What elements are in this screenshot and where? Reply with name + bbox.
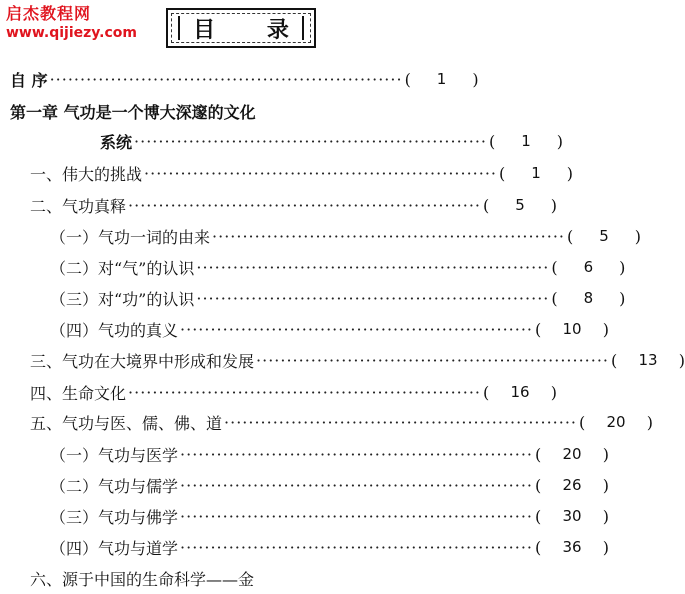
page-ref: ( 10 ) bbox=[535, 319, 609, 339]
toc-entry-label: 六、源于中国的生命科学——金 bbox=[30, 569, 255, 589]
toc-entry-label: 自 序 bbox=[10, 70, 48, 90]
watermark bbox=[6, 4, 156, 42]
leader-dots: ·························································· bbox=[196, 288, 550, 308]
toc-entry[interactable] bbox=[0, 407, 653, 437]
toc-entry bbox=[0, 563, 484, 593]
page-ref: ( 36 ) bbox=[535, 537, 609, 557]
leader-dots: ·························································· bbox=[128, 382, 481, 402]
toc-entry-label: （一）气功一词的由来 bbox=[50, 227, 211, 247]
leader-dots: ·························································· bbox=[196, 257, 550, 277]
toc-entry-page: 1 bbox=[531, 163, 541, 182]
page-ref: ( 1 ) bbox=[404, 69, 479, 89]
toc-entry[interactable] bbox=[0, 532, 609, 562]
toc-entry-label: 五、气功与医、儒、佛、道 bbox=[30, 413, 223, 433]
toc-entry-page: 5 bbox=[515, 195, 525, 214]
leader-dots: ·························································· bbox=[144, 163, 497, 183]
toc-entry[interactable] bbox=[0, 501, 609, 531]
toc-entry[interactable] bbox=[0, 345, 685, 375]
toc-entry[interactable] bbox=[0, 470, 609, 500]
leader-dots: ·························································· bbox=[212, 226, 565, 246]
page-ref: ( 16 ) bbox=[483, 382, 557, 402]
toc-entry-page: 1 bbox=[436, 69, 447, 88]
page-ref: ( 1 ) bbox=[499, 163, 573, 183]
leader-dots: ·························································· bbox=[128, 195, 481, 215]
toc-entry-label: （四）气功与道学 bbox=[50, 538, 179, 558]
toc-entry-page: 30 bbox=[562, 506, 582, 525]
toc-entry-page: 26 bbox=[562, 475, 582, 494]
leader-dots: ·························································· bbox=[180, 475, 533, 495]
toc-entry-label: （三）对“功”的认识 bbox=[50, 289, 195, 309]
toc-entry[interactable] bbox=[0, 158, 573, 188]
leader-dots: ·························································· bbox=[134, 131, 487, 151]
toc-entry-page: 10 bbox=[562, 319, 582, 338]
toc-entry[interactable] bbox=[0, 314, 609, 344]
leader-dots: ·························································· bbox=[224, 412, 577, 432]
toc-entry-page: 6 bbox=[583, 257, 594, 276]
toc-entry bbox=[0, 96, 484, 126]
toc-entry-page: 20 bbox=[562, 444, 582, 463]
toc-entry-label: 二、气功真释 bbox=[30, 196, 127, 216]
toc-entry-page: 8 bbox=[583, 288, 594, 307]
toc-entry-page: 1 bbox=[521, 131, 531, 150]
toc-entry-page: 5 bbox=[599, 226, 609, 245]
contents-heading: 目 录 bbox=[193, 17, 311, 43]
toc-entry-label: （一）气功与医学 bbox=[50, 445, 179, 465]
toc-entry-label: 第一章 气功是一个博大深邃的文化 bbox=[10, 102, 256, 122]
toc-entry[interactable] bbox=[0, 64, 484, 94]
watermark-url: www.qijiezy.com bbox=[6, 25, 137, 42]
toc-entry[interactable] bbox=[0, 190, 557, 220]
toc-entry[interactable] bbox=[0, 377, 557, 407]
page-ref: ( 5 ) bbox=[483, 195, 557, 215]
toc-entry-label: 三、气功在大境界中形成和发展 bbox=[30, 351, 255, 371]
toc-entry-label: （四）气功的真义 bbox=[50, 320, 179, 340]
toc-entry-page: 36 bbox=[562, 537, 582, 556]
toc-entry-page: 16 bbox=[510, 382, 530, 401]
toc-entry[interactable] bbox=[0, 283, 626, 313]
leader-dots: ·························································· bbox=[256, 350, 609, 370]
toc-entry-label: （二）气功与儒学 bbox=[50, 476, 179, 496]
page-ref: ( 1 ) bbox=[489, 131, 563, 151]
leader-dots: ·························································· bbox=[180, 319, 533, 339]
toc-entry[interactable] bbox=[0, 252, 626, 282]
page-ref: ( 20 ) bbox=[579, 412, 653, 432]
page-ref: ( 5 ) bbox=[567, 226, 641, 246]
leader-dots: ·························································· bbox=[49, 69, 403, 89]
contents-heading-frame bbox=[166, 8, 316, 48]
leader-dots: ·························································· bbox=[180, 506, 533, 526]
toc-entry-label: 四、生命文化 bbox=[30, 383, 127, 403]
watermark-site-name: 启杰教程网 bbox=[6, 4, 92, 23]
leader-dots: ·························································· bbox=[180, 444, 533, 464]
toc-entry-label: （三）气功与佛学 bbox=[50, 507, 179, 527]
toc-entry[interactable] bbox=[0, 126, 563, 156]
page-ref: ( 6 ) bbox=[551, 257, 626, 277]
toc-entry-page: 20 bbox=[606, 412, 626, 431]
page-ref: ( 20 ) bbox=[535, 444, 609, 464]
leader-dots: ·························································· bbox=[180, 537, 533, 557]
page-ref: ( 26 ) bbox=[535, 475, 609, 495]
toc-entry[interactable] bbox=[0, 439, 609, 469]
page-ref: ( 8 ) bbox=[551, 288, 626, 308]
toc-entry[interactable] bbox=[0, 221, 641, 251]
toc-entry-label: 一、伟大的挑战 bbox=[30, 164, 143, 184]
toc-entry-page: 13 bbox=[638, 350, 658, 369]
toc-entry-label: 系统 bbox=[100, 132, 133, 152]
toc-entry-label: （二）对“气”的认识 bbox=[50, 258, 195, 278]
page-ref: ( 30 ) bbox=[535, 506, 609, 526]
page-ref: ( 13 ) bbox=[611, 350, 685, 370]
